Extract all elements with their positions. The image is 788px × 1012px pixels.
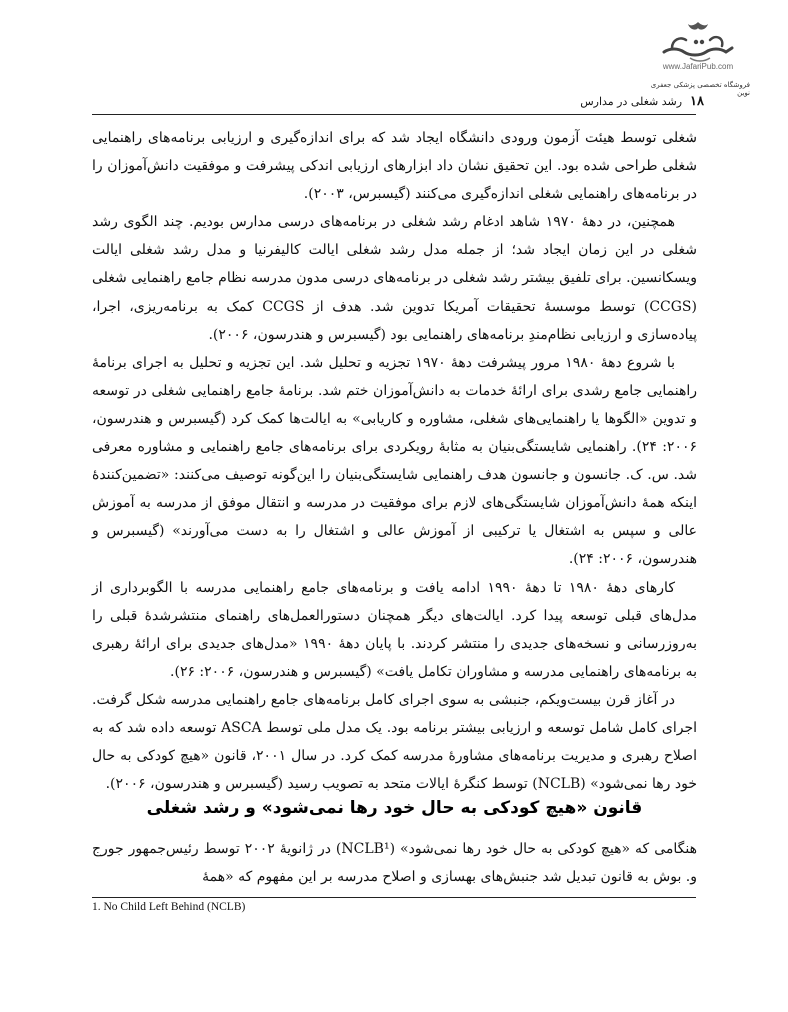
paragraph: هنگامی که «هیچ کودکی به حال خود رها نمی‌شود» (NCLB¹) در ژانویۀ ۲۰۰۲ توسط رئیس‌جمهور جورج و. بوش به قانون تبدیل شد جنبش‌های بهسازی و اصلاح مدرسه بر این مفهوم که «همۀ [92,841,697,885]
section-text [92,835,697,891]
running-title: رشد شغلی در مدارس [580,95,683,108]
running-header [580,94,704,109]
header-divider [92,114,696,115]
footnote: 1. No Child Left Behind (NCLB) [92,901,246,913]
paragraph: در آغاز قرن بیست‌ویکم، جنبشی به سوی اجرای کامل برنامه‌های جامع راهنمایی مدرسه شکل گرفت. اجرای کامل شامل توسعه و ارزیابی بیشتر برنامه بود. یک مدل ملی توسط ASCA توسعه داده شد که به اصلاح رهبری و مدیریت برنامه‌های مشاورۀ مدرسه کمک کرد. در سال ۲۰۰۱، قانون «هیچ کودکی به حال خود رها نمی‌شود» (NCLB) توسط کنگرۀ ایالات متحد به تصویب رسید (گیسبرس و هندرسون، ۲۰۰۶). [92,691,698,793]
footnote-divider [92,897,696,898]
logo-url: www.JafariPub.com [662,62,734,71]
section-heading: قانون «هیچ کودکی به حال خود رها نمی‌شود» و رشد شغلی [146,798,643,818]
main-text [92,124,697,798]
logo-caption: فروشگاه تخصصی پزشکی جعفری نوین [650,81,750,97]
paragraph: شغلی توسط هیئت آزمون ورودی دانشگاه ایجاد شد که برای اندازه‌گیری و ارزیابی برنامه‌های راهنمایی شغلی طراحی شده بود. این تحقیق نشان داد ابزارهای ارزیابی اندکی پیشرفت و موفقیت دانش‌آموزان را در برنامه‌های راهنمایی شغلی اندازه‌گیری می‌کنند (گیسبرس، ۲۰۰۳). [92,130,697,203]
paragraph: همچنین، در دهۀ ۱۹۷۰ شاهد ادغام رشد شغلی در برنامه‌های درسی مدارس بودیم. چند الگوی رشد شغلی در این زمان ایجاد شد؛ از جمله مدل رشد شغلی ایالت کالیفرنیا و مدل رشد شغلی ایالت ویسکانسین. برای تلفیق بیشتر رشد شغلی در برنامه‌های درسی مدون مدرسه نظام جامع راهنمایی شغلی (CCGS) توسط موسسۀ تحقیقات آمریکا تدوین شد. هدف از CCGS کمک به برنامه‌ریزی، اجرا، پیاده‌سازی و ارزیابی نظام‌مندِ برنامه‌های راهنمایی بود (گیسبرس و هندرسون، ۲۰۰۶). [91,214,697,343]
paragraph: کارهای دهۀ ۱۹۸۰ تا دهۀ ۱۹۹۰ ادامه یافت و برنامه‌های جامع راهنمایی مدرسه با الگوبرداری از مدل‌های قبلی توسعه پیدا کرد. ایالت‌های دیگر همچنان دستورالعمل‌های راهنمای منتشرشدۀ قبلی را به‌روزرسانی و نسخه‌های جدیدی را منتشر کردند. با پایان دهۀ ۱۹۹۰ «مدل‌های جدیدی برای ارائۀ رهبری به برنامه‌های راهنمایی مدرسه و مشاوران تکامل یافت» (گیسبرس و هندرسون، ۲۰۰۶: ۲۶). [92,579,697,680]
page-number: ۱۸ [690,94,704,109]
paragraph: با شروع دهۀ ۱۹۸۰ مرور پیشرفت دهۀ ۱۹۷۰ تجزیه و تحلیل شد. این تجزیه و تحلیل به اجرای برنامۀ راهنمایی جامع رشدی برای ارائۀ خدمات به دانش‌آموزان ختم شد. برنامۀ جامع راهنمایی شغلی در توسعه و تدوین «الگوها یا راهنمایی‌های شغلی، مشاوره و کاریابی» به ایالت‌ها کمک کرد (گیسبرس و هندرسون، ۲۰۰۶: ۲۴). راهنمایی شایستگی‌بنیان به مثابۀ رویکردی برای برنامه‌های جامع راهنمایی و مشاوره معرفی شد. س. ک. جانسون و جانسون هدف راهنمایی شایستگی‌بنیان را این‌گونه توصیف می‌کنند: «تضمین‌کنندۀ اینکه همۀ دانش‌آموزان شایستگی‌های لازم برای موفقیت در مدرسه و انتقال موفق از مدرسه به آموزش عالی و سپس به اشتغال یا ترکیبی از آموزش عالی و اشتغال را به دست می‌آورند» (گیسبرس و هندرسون، ۲۰۰۶: ۲۴). [92,354,697,568]
publisher-logo [648,18,748,88]
jafari-pub-logo-icon [650,18,746,64]
